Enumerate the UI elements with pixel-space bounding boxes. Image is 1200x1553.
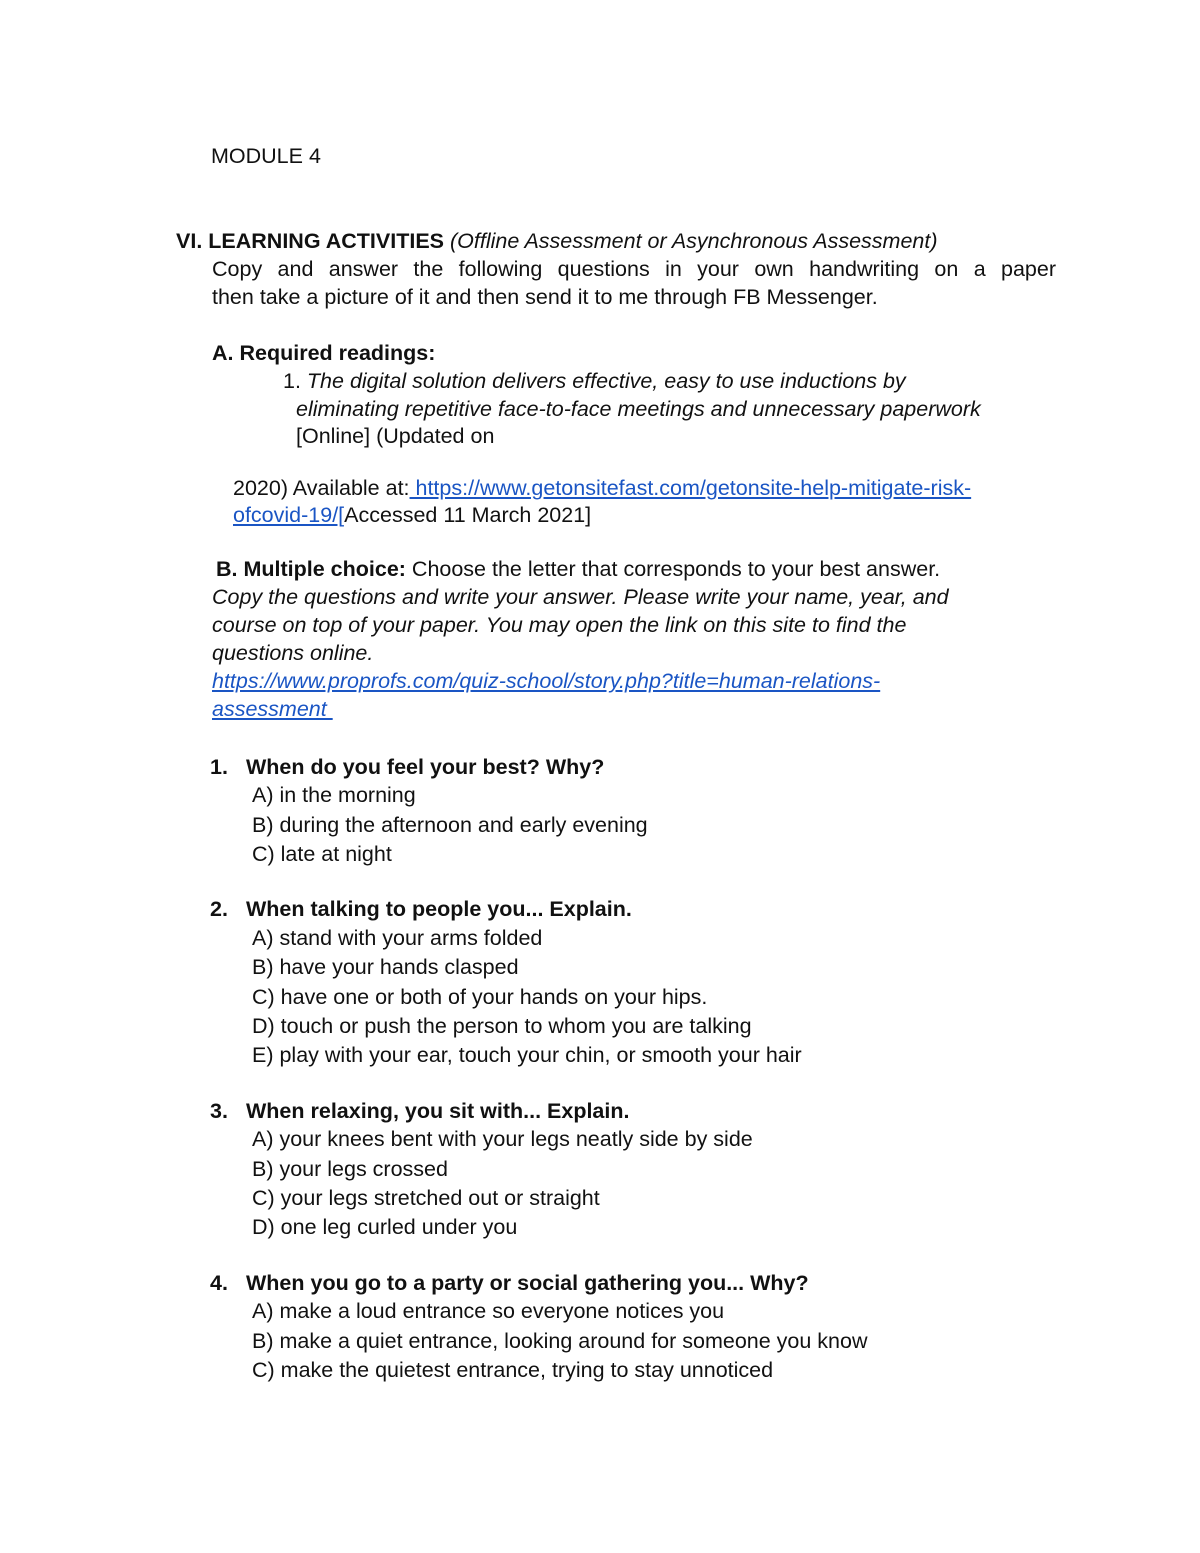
reading-item-line-3: [Online] (Updated on [296, 424, 495, 448]
section-number: VI. [176, 229, 203, 253]
question-4-number: 4. [210, 1271, 228, 1295]
question-4-option-b: B) make a quiet entrance, looking around for someone you know [252, 1329, 868, 1353]
question-3-option-a: A) your knees bent with your legs neatly side by side [252, 1127, 753, 1151]
question-2-option-b: B) have your hands clasped [252, 955, 519, 979]
readings-heading: A. Required readings: [212, 341, 436, 365]
question-2-option-c: C) have one or both of your hands on your hips. [252, 985, 708, 1009]
multiple-choice-instruction: Choose the letter that corresponds to your best answer. [405, 557, 941, 581]
question-1-option-b: B) during the afternoon and early evening [252, 813, 648, 837]
instruction-word: own [754, 257, 794, 281]
reading-item-title-1: The digital solution delivers effective, easy to use inductions by [306, 369, 906, 393]
question-2-option-a: A) stand with your arms folded [252, 926, 543, 950]
instruction-word: and [277, 257, 314, 281]
proprofs-link-part-2[interactable]: assessment [212, 697, 333, 721]
reading-item-number: 1. [283, 369, 301, 393]
multiple-choice-heading [216, 559, 940, 581]
reading-link-line-2 [233, 505, 591, 527]
multiple-choice-label: B. Multiple choice: [216, 557, 406, 581]
section-heading [176, 231, 938, 253]
getonsite-link-part-2[interactable]: ofcovid-19/[ [233, 503, 345, 527]
question-3-number: 3. [210, 1099, 228, 1123]
getonsite-link-part-1[interactable]: https://www.getonsitefast.com/getonsite-help-mitigate-risk- [409, 476, 972, 500]
instruction-word: questions [557, 257, 650, 281]
instruction-line-2: then take a picture of it and then send it to me through FB Messenger. [212, 285, 878, 309]
question-1-number: 1. [210, 755, 228, 779]
section-title: LEARNING ACTIVITIES [208, 229, 444, 253]
instruction-word: handwriting [809, 257, 920, 281]
question-1-text: When do you feel your best? Why? [246, 755, 605, 779]
instruction-word: following [458, 257, 543, 281]
question-1-option-c: C) late at night [252, 842, 392, 866]
multiple-choice-note-3: questions online. [212, 641, 374, 665]
reading-item-line-1 [283, 371, 906, 393]
instruction-word: answer [328, 257, 399, 281]
question-2-text: When talking to people you... Explain. [246, 897, 632, 921]
question-3-option-d: D) one leg curled under you [252, 1215, 518, 1239]
instruction-word: on [934, 257, 959, 281]
accessed-date: Accessed 11 March 2021] [344, 503, 592, 527]
question-2-option-e: E) play with your ear, touch your chin, or smooth your hair [252, 1043, 802, 1067]
question-4-text: When you go to a party or social gathering you... Why? [246, 1271, 809, 1295]
instruction-word: a [973, 257, 986, 281]
question-2-number: 2. [210, 897, 228, 921]
question-3-option-c: C) your legs stretched out or straight [252, 1186, 600, 1210]
question-1-option-a: A) in the morning [252, 783, 416, 807]
section-subtitle: (Offline Assessment or Asynchronous Assessment) [449, 229, 938, 253]
module-title: MODULE 4 [211, 144, 321, 168]
availability-prefix: 2020) Available at: [233, 476, 410, 500]
proprofs-link-part-1[interactable]: https://www.proprofs.com/quiz-school/story.php?title=human-relations- [212, 669, 881, 693]
question-4-option-a: A) make a loud entrance so everyone notices you [252, 1299, 725, 1323]
reading-item-line-2: eliminating repetitive face-to-face meetings and unnecessary paperwork [296, 397, 981, 421]
question-4-option-c: C) make the quietest entrance, trying to stay unnoticed [252, 1358, 774, 1382]
instruction-word: in [665, 257, 682, 281]
instruction-word: Copy [212, 257, 263, 281]
multiple-choice-note-2: course on top of your paper. You may open the link on this site to find the [212, 613, 907, 637]
question-2-option-d: D) touch or push the person to whom you are talking [252, 1014, 752, 1038]
question-3-option-b: B) your legs crossed [252, 1157, 448, 1181]
instruction-word: paper [1001, 257, 1056, 281]
instruction-word: your [697, 257, 739, 281]
question-3-text: When relaxing, you sit with... Explain. [246, 1099, 630, 1123]
instruction-line-1 [212, 259, 1056, 281]
multiple-choice-note-1: Copy the questions and write your answer. Please write your name, year, and [212, 585, 949, 609]
instruction-word: the [413, 257, 444, 281]
reading-availability-line [233, 478, 971, 500]
